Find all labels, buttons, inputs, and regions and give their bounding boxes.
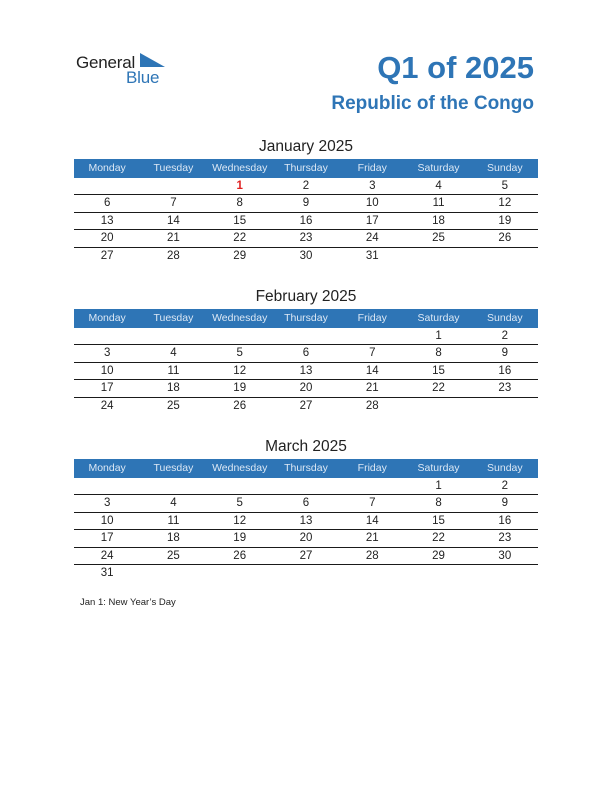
day-cell <box>273 328 339 344</box>
weekday-header <box>74 309 538 328</box>
day-cell: 16 <box>498 364 512 377</box>
weekday-label: Friday <box>357 162 387 174</box>
day-cell <box>472 565 538 582</box>
week-row <box>74 178 538 195</box>
day-cell: 19 <box>498 214 512 227</box>
day-cell: 10 <box>100 514 114 527</box>
weekday-label: Thursday <box>284 162 328 174</box>
day-cell: 12 <box>233 514 247 527</box>
day-cell: 13 <box>299 514 313 527</box>
holiday-day-cell: 1 <box>236 180 243 192</box>
weekday-label: Saturday <box>417 312 460 324</box>
month-january <box>74 137 538 265</box>
day-cell: 18 <box>167 532 180 545</box>
weekday-header <box>74 459 538 478</box>
day-cell: 21 <box>365 382 379 395</box>
weekday-label: Tuesday <box>153 462 194 474</box>
day-cell: 25 <box>167 399 180 412</box>
day-cell <box>140 328 206 344</box>
week-row <box>74 248 538 265</box>
day-cell: 31 <box>100 566 114 579</box>
weekday-header <box>74 159 538 178</box>
day-cell: 3 <box>103 497 111 510</box>
day-cell: 10 <box>365 197 379 210</box>
weekday-label: Friday <box>357 462 387 474</box>
day-cell <box>472 248 538 265</box>
page-title: Q1 of 2025 <box>377 50 534 85</box>
weekday-label: Tuesday <box>153 312 194 324</box>
day-cell: 21 <box>365 532 379 545</box>
day-cell <box>273 565 339 582</box>
day-cell: 8 <box>236 197 243 210</box>
week-row <box>74 548 538 565</box>
day-cell: 4 <box>435 180 442 192</box>
week-rows <box>74 328 538 415</box>
day-cell: 28 <box>167 249 180 262</box>
day-cell: 5 <box>501 180 509 192</box>
weekday-label: Thursday <box>284 462 328 474</box>
week-row <box>74 345 538 362</box>
day-cell: 23 <box>498 532 512 545</box>
weekday-label: Friday <box>357 312 387 324</box>
day-cell: 14 <box>365 514 379 527</box>
day-cell: 11 <box>167 514 180 527</box>
day-cell: 24 <box>100 549 114 562</box>
day-cell: 18 <box>432 214 445 227</box>
day-cell: 17 <box>100 382 114 395</box>
weekday-label: Wednesday <box>212 462 268 474</box>
day-cell: 27 <box>100 249 114 262</box>
day-cell <box>472 398 538 415</box>
logo-general-text: General <box>76 53 136 72</box>
day-cell: 12 <box>498 197 512 210</box>
day-cell: 29 <box>432 549 445 562</box>
day-cell <box>405 398 471 415</box>
day-cell <box>339 478 405 494</box>
weekday-label: Sunday <box>487 462 523 474</box>
day-cell: 19 <box>233 532 247 545</box>
day-cell: 1 <box>435 330 442 342</box>
day-cell <box>74 328 140 344</box>
day-cell: 1 <box>435 480 442 492</box>
day-cell: 9 <box>501 497 509 510</box>
day-cell: 2 <box>501 480 509 492</box>
week-rows <box>74 178 538 265</box>
day-cell: 14 <box>167 214 180 227</box>
day-cell: 13 <box>100 214 114 227</box>
day-cell: 15 <box>432 364 445 377</box>
day-cell: 26 <box>233 549 247 562</box>
day-cell: 9 <box>501 347 509 360</box>
day-cell: 26 <box>498 232 512 245</box>
day-cell: 4 <box>170 347 177 360</box>
logo-blue-text: Blue <box>126 68 160 87</box>
day-cell <box>339 328 405 344</box>
day-cell: 15 <box>432 514 445 527</box>
weekday-label: Monday <box>88 312 126 324</box>
month-title: March 2025 <box>265 438 347 455</box>
week-row <box>74 328 538 345</box>
day-cell: 13 <box>299 364 313 377</box>
weekday-label: Thursday <box>284 312 328 324</box>
day-cell: 2 <box>501 330 509 342</box>
day-cell: 14 <box>365 364 379 377</box>
day-cell <box>140 478 206 494</box>
day-cell: 21 <box>167 232 180 245</box>
day-cell: 7 <box>170 197 177 210</box>
day-cell: 12 <box>233 364 247 377</box>
day-cell <box>140 178 206 194</box>
page-subtitle: Republic of the Congo <box>331 93 534 114</box>
day-cell: 16 <box>498 514 512 527</box>
day-cell: 6 <box>103 197 111 210</box>
day-cell: 17 <box>365 214 379 227</box>
day-cell: 3 <box>369 180 376 192</box>
weekday-label: Tuesday <box>153 162 194 174</box>
day-cell: 23 <box>299 232 313 245</box>
day-cell: 22 <box>432 382 445 395</box>
week-row <box>74 495 538 512</box>
day-cell: 6 <box>302 347 310 360</box>
day-cell <box>140 565 206 582</box>
day-cell: 11 <box>432 197 445 210</box>
day-cell: 31 <box>365 249 379 262</box>
weekday-label: Sunday <box>487 162 523 174</box>
week-row <box>74 380 538 397</box>
day-cell: 24 <box>100 399 114 412</box>
day-cell: 25 <box>432 232 445 245</box>
month-february <box>74 287 538 415</box>
day-cell <box>273 478 339 494</box>
weekday-label: Sunday <box>487 312 523 324</box>
day-cell: 30 <box>498 549 512 562</box>
day-cell: 9 <box>302 197 310 210</box>
week-row <box>74 195 538 212</box>
day-cell: 5 <box>236 347 243 360</box>
holiday-note: Jan 1: New Year’s Day <box>80 597 176 608</box>
logo <box>76 51 176 91</box>
day-cell: 20 <box>299 532 313 545</box>
month-title: January 2025 <box>259 138 353 155</box>
logo-flag-icon <box>140 53 165 67</box>
day-cell: 7 <box>369 347 376 360</box>
day-cell <box>74 178 140 194</box>
day-cell: 26 <box>233 399 247 412</box>
day-cell <box>339 565 405 582</box>
day-cell: 20 <box>100 232 114 245</box>
day-cell: 5 <box>236 497 243 510</box>
day-cell <box>207 328 273 344</box>
day-cell: 16 <box>299 214 313 227</box>
day-cell: 28 <box>365 549 379 562</box>
weekday-label: Saturday <box>417 162 460 174</box>
day-cell: 19 <box>233 382 247 395</box>
day-cell: 8 <box>435 347 442 360</box>
week-row <box>74 530 538 547</box>
day-cell: 11 <box>167 364 180 377</box>
day-cell: 27 <box>299 549 313 562</box>
day-cell: 25 <box>167 549 180 562</box>
day-cell: 7 <box>369 497 376 510</box>
day-cell: 23 <box>498 382 512 395</box>
day-cell: 22 <box>233 232 247 245</box>
weekday-label: Monday <box>88 162 126 174</box>
day-cell: 28 <box>365 399 379 412</box>
weekday-label: Wednesday <box>212 312 268 324</box>
day-cell: 15 <box>233 214 247 227</box>
week-row <box>74 213 538 230</box>
month-title: February 2025 <box>255 288 357 305</box>
weekday-label: Wednesday <box>212 162 268 174</box>
day-cell: 8 <box>435 497 442 510</box>
day-cell: 24 <box>365 232 379 245</box>
day-cell <box>405 565 471 582</box>
day-cell: 6 <box>302 497 310 510</box>
week-row <box>74 478 538 495</box>
day-cell: 30 <box>299 249 313 262</box>
day-cell <box>207 565 273 582</box>
week-row <box>74 513 538 530</box>
day-cell: 4 <box>170 497 177 510</box>
day-cell: 17 <box>100 532 114 545</box>
day-cell: 20 <box>299 382 313 395</box>
day-cell <box>405 248 471 265</box>
day-cell: 10 <box>100 364 114 377</box>
day-cell: 18 <box>167 382 180 395</box>
week-row <box>74 230 538 247</box>
day-cell: 3 <box>103 347 111 360</box>
week-row <box>74 363 538 380</box>
day-cell: 22 <box>432 532 445 545</box>
weekday-label: Saturday <box>417 462 460 474</box>
weekday-label: Monday <box>88 462 126 474</box>
day-cell: 27 <box>299 399 313 412</box>
day-cell: 2 <box>302 180 310 192</box>
day-cell <box>207 478 273 494</box>
week-row <box>74 398 538 415</box>
day-cell: 29 <box>233 249 247 262</box>
day-cell <box>74 478 140 494</box>
month-march <box>74 437 538 582</box>
week-row <box>74 565 538 582</box>
week-rows <box>74 478 538 582</box>
